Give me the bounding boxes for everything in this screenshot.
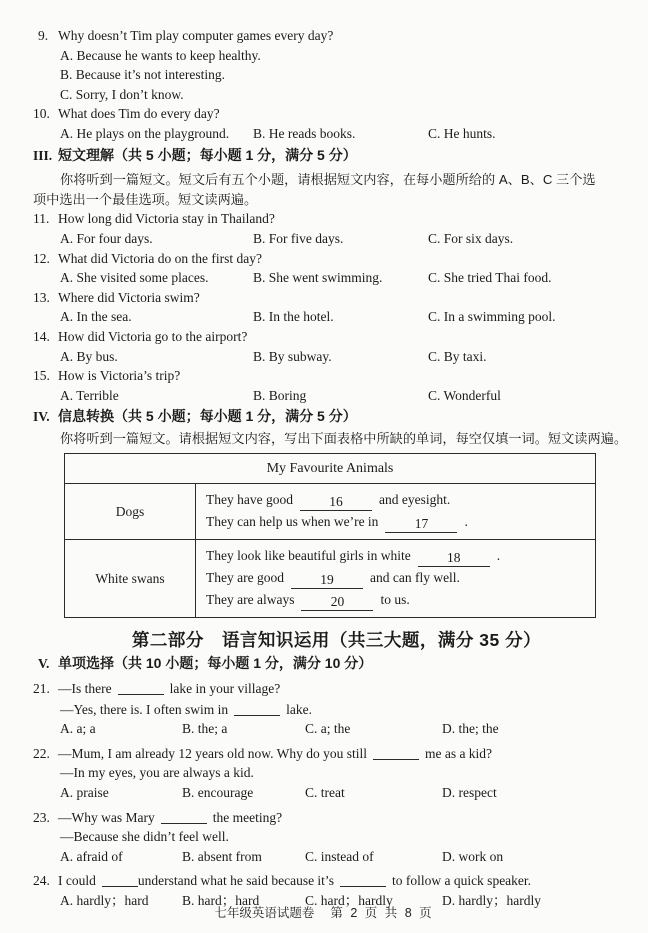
option: C. treat <box>305 785 345 801</box>
options-row <box>60 386 640 406</box>
option: A. He plays on the playground. <box>60 125 230 141</box>
table-title: My Favourite Animals <box>65 454 596 484</box>
answer-blank <box>118 678 164 695</box>
answer-blank: 19 <box>291 572 363 589</box>
page-footer <box>0 903 648 921</box>
question-21: 21. —Is there lake in your village? <box>33 678 640 699</box>
animal-name: Dogs <box>65 484 196 540</box>
table-line: They can help us when we’re in 17 . <box>206 514 468 532</box>
paper-title: 七年级英语试题卷 <box>214 906 315 920</box>
instruction-line: 你将听到一篇短文。请根据短文内容，写出下面表格中所缺的单词，每空仅填一词。短文读两遍。 <box>60 430 628 446</box>
question-number: 10. <box>33 106 50 122</box>
option: A. afraid of <box>60 848 123 864</box>
question-text: Why doesn’t Tim play computer games every day? <box>58 28 334 43</box>
answer-blank <box>161 807 207 824</box>
question-23: 23. —Why was Mary the meeting? <box>33 807 640 828</box>
section-iv-heading <box>33 407 640 427</box>
option: C. Wonderful <box>428 387 501 403</box>
question-text: How long did Victoria stay in Thailand? <box>58 211 275 227</box>
question-text: What did Victoria do on the first day? <box>58 250 263 266</box>
instruction-line: 项中选出一个最佳选项。短文读两遍。 <box>33 191 258 207</box>
options-row <box>60 719 640 739</box>
question-22: 22. —Mum, I am already 12 years old now. Why do you still me as a kid? <box>33 743 640 764</box>
option: B. For five days. <box>253 230 344 246</box>
option: A. praise <box>60 785 109 801</box>
question-number: 21. <box>33 681 50 697</box>
section-title: 单项选择（共 10 小题；每小题 1 分，满分 10 分） <box>58 655 373 672</box>
question-number: 12. <box>33 250 50 266</box>
section-iii-heading <box>33 146 640 166</box>
question-24: 24. I could understand what he said because it’s to follow a quick speaker. <box>33 870 640 891</box>
question-text: Where did Victoria swim? <box>58 289 200 305</box>
option: C. In a swimming pool. <box>428 309 556 325</box>
table-line: They are good 19 and can fly well. <box>206 570 460 588</box>
option: C. a; the <box>305 721 351 737</box>
question-14 <box>33 327 640 347</box>
option: B. the; a <box>182 721 228 737</box>
options-row <box>60 783 640 803</box>
question-23-line2: —Because she didn’t feel well. <box>60 829 229 845</box>
section-v-heading <box>33 654 640 674</box>
section-title: 信息转换（共 5 小题；每小题 1 分，满分 5 分） <box>58 408 357 425</box>
question-number: 15. <box>33 368 50 384</box>
animal-name: White swans <box>65 540 196 618</box>
option: B. Because it’s not interesting. <box>60 67 225 83</box>
option: B. Boring <box>253 387 307 403</box>
options-row <box>60 847 640 867</box>
option: A. hardly；hard <box>60 893 149 908</box>
question-number: 14. <box>33 328 50 344</box>
option: A. Because he wants to keep healthy. <box>60 47 261 63</box>
options-row <box>60 307 640 327</box>
section-title: 短文理解（共 5 小题；每小题 1 分，满分 5 分） <box>58 146 357 163</box>
table-line: They are always 20 to us. <box>206 592 410 610</box>
table-row <box>65 540 596 618</box>
section-number: III. <box>33 147 53 163</box>
question-number: 9. <box>38 28 49 43</box>
question-10 <box>33 104 640 124</box>
options-row <box>60 268 640 288</box>
question-number: 23. <box>33 809 50 825</box>
option: B. By subway. <box>253 348 332 364</box>
table-line: They have good 16 and eyesight. <box>206 492 451 510</box>
question-number: 24. <box>33 873 50 889</box>
option: A. By bus. <box>60 348 118 364</box>
question-11 <box>33 209 640 229</box>
option: A. For four days. <box>60 230 153 246</box>
option: C. She tried Thai food. <box>428 270 552 286</box>
option: B. hard；hard <box>182 893 260 908</box>
option: D. the; the <box>442 721 499 737</box>
question-13 <box>33 288 640 308</box>
table-row <box>65 484 596 540</box>
question-text: How is Victoria’s trip? <box>58 368 181 384</box>
question-number: 22. <box>33 745 50 761</box>
option: C. For six days. <box>428 230 514 246</box>
option: B. She went swimming. <box>253 270 383 286</box>
question-text: What does Tim do every day? <box>58 106 220 122</box>
option: B. encourage <box>182 785 254 801</box>
option: C. hard；hardly <box>305 893 393 908</box>
answer-blank: 18 <box>418 550 490 567</box>
option: D. respect <box>442 785 497 801</box>
options-row <box>60 229 640 249</box>
part2-heading: 第二部分 语言知识运用（共三大题，满分 35 分） <box>131 630 542 651</box>
option: A. She visited some places. <box>60 270 209 286</box>
question-9 <box>33 26 640 46</box>
option: A. a; a <box>60 721 96 737</box>
section-number: IV. <box>33 409 50 425</box>
option: A. Terrible <box>60 387 119 403</box>
answer-blank <box>340 870 386 887</box>
options-row <box>60 347 640 367</box>
option: D. hardly；hardly <box>442 893 541 908</box>
option: C. By taxi. <box>428 348 487 364</box>
question-15 <box>33 366 640 386</box>
question-22-line2: —In my eyes, you are always a kid. <box>60 765 254 781</box>
table-line: They look like beautiful girls in white 18 . <box>206 548 501 566</box>
question-number: 13. <box>33 289 50 305</box>
section-number: V. <box>38 656 50 672</box>
option: D. work on <box>442 848 504 864</box>
question-number: 11. <box>33 211 50 227</box>
instruction-line: 你将听到一篇短文。短文后有五个小题，请根据短文内容，在每小题所给的 A、B、C 三个选 <box>60 172 596 188</box>
answer-blank <box>373 743 419 760</box>
option: A. In the sea. <box>60 309 132 325</box>
answer-blank <box>234 699 280 716</box>
option: B. He reads books. <box>253 125 356 141</box>
option: C. Sorry, I don’t know. <box>60 86 184 102</box>
question-12 <box>33 249 640 269</box>
answer-blank: 17 <box>385 516 457 533</box>
options-row <box>60 124 640 144</box>
answer-blank <box>102 870 138 887</box>
page-number: 第 2 页 共 8 页 <box>330 906 434 920</box>
answer-blank: 16 <box>300 494 372 511</box>
listening-table <box>64 453 596 618</box>
question-text: How did Victoria go to the airport? <box>58 328 248 344</box>
question-21-line2: —Yes, there is. I often swim in lake. <box>60 699 640 720</box>
option: C. instead of <box>305 848 374 864</box>
option: B. absent from <box>182 848 262 864</box>
option: B. In the hotel. <box>253 309 334 325</box>
option: C. He hunts. <box>428 125 496 141</box>
answer-blank: 20 <box>301 594 373 611</box>
